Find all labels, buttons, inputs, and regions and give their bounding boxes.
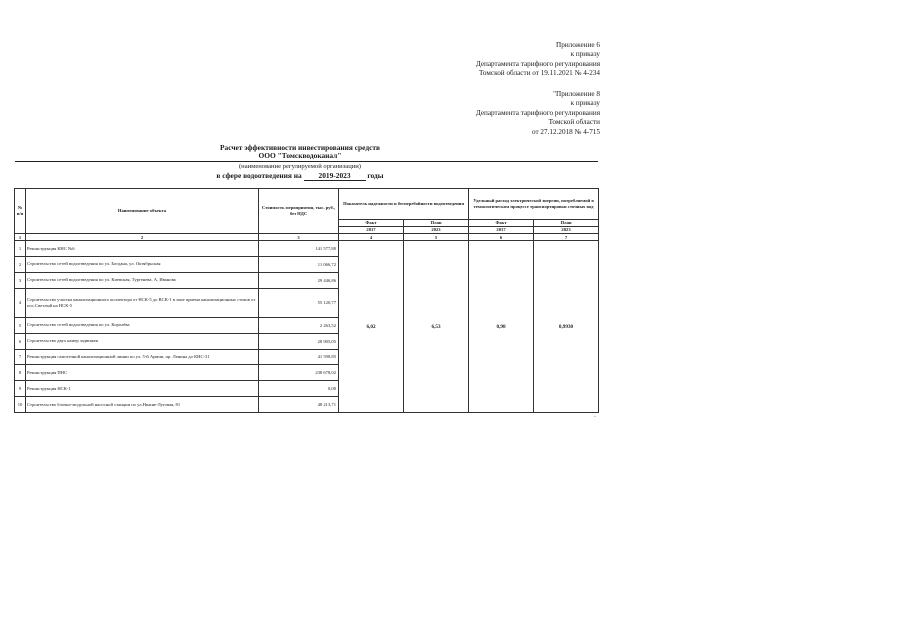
investment-efficiency-table bbox=[14, 188, 599, 413]
appendix-line: Департамента тарифного регулирования bbox=[475, 59, 600, 68]
object-name: Строительство блочно-модульной насосной станции по ул.Нижне-Луговая, 81 bbox=[26, 397, 259, 413]
reliability-plan-2023: 6,53 bbox=[404, 241, 469, 413]
object-cost: 238 678,02 bbox=[259, 365, 339, 381]
energy-plan-2023: 0,9930 bbox=[534, 241, 599, 413]
column-number: 5 bbox=[404, 234, 469, 241]
column-number: 7 bbox=[534, 234, 599, 241]
reliability-fact-2017: 6,02 bbox=[339, 241, 404, 413]
object-name: Реконструкция ПНС bbox=[26, 365, 259, 381]
object-cost: 29 446,86 bbox=[259, 272, 339, 288]
object-cost: 28 905,05 bbox=[259, 333, 339, 349]
column-number-row bbox=[15, 234, 599, 241]
object-cost: 2 263,52 bbox=[259, 317, 339, 333]
header-fact: Факт bbox=[339, 220, 404, 227]
appendix-line: от 27.12.2018 № 4-715 bbox=[531, 127, 600, 136]
column-number: 3 bbox=[259, 234, 339, 241]
table-row bbox=[15, 241, 599, 257]
appendix-line: к приказу bbox=[570, 50, 600, 59]
header-row bbox=[15, 189, 599, 220]
appendix-line: Томской области bbox=[548, 118, 600, 127]
row-number: 5 bbox=[15, 317, 26, 333]
header-plan: План bbox=[534, 220, 599, 227]
object-name: Строительство сетей водоотведения по ул. Киевская, Тургенева, А. Иванова bbox=[26, 272, 259, 288]
object-name: Строительство двух камер задвижек bbox=[26, 333, 259, 349]
appendix-line: "Приложение 8 bbox=[553, 90, 600, 98]
object-name: Реконструкция самотечной канализационной линии по ул. 5-й Армии, пр. Ленина до КНС-31 bbox=[26, 349, 259, 365]
object-cost: 141 577,80 bbox=[259, 241, 339, 257]
object-name: Реконструкция КНС №6 bbox=[26, 241, 259, 257]
column-number: 6 bbox=[469, 234, 534, 241]
row-number: 8 bbox=[15, 365, 26, 381]
column-number: 4 bbox=[339, 234, 404, 241]
object-name: Строительство участка канализационного коллектора от НСК-5 до ВСК-1 в зоне приема канализационных стоков от пос.Светлый на НСК-5 bbox=[26, 288, 259, 317]
appendix-previous-header bbox=[476, 90, 600, 137]
column-number: 1 bbox=[15, 234, 26, 241]
header-year: 2017 bbox=[339, 227, 404, 234]
object-name: Строительство сетей водоотведения по ул. Богдана, ул. Октябрьская bbox=[26, 256, 259, 272]
appendix-line: Приложение 6 bbox=[556, 41, 600, 49]
energy-fact-2017: 0,98 bbox=[469, 241, 534, 413]
header-cost: Стоимость мероприятия, тыс. руб., без НДС bbox=[259, 189, 339, 234]
object-cost: 0,00 bbox=[259, 381, 339, 397]
header-year: 2023 bbox=[534, 227, 599, 234]
row-number: 9 bbox=[15, 381, 26, 397]
row-number: 3 bbox=[15, 272, 26, 288]
column-number: 2 bbox=[26, 234, 259, 241]
row-number: 10 bbox=[15, 397, 26, 413]
header-reliability: Показатель надежности и бесперебойности водоотведения bbox=[339, 189, 469, 220]
object-cost: 41 598,85 bbox=[259, 349, 339, 365]
header-name: Наименование объекта bbox=[26, 189, 259, 234]
header-year: 2023 bbox=[404, 227, 469, 234]
object-name: Строительство сетей водоотведения по ул. Королёва bbox=[26, 317, 259, 333]
appendix-current-header bbox=[476, 41, 600, 79]
row-number: 1 bbox=[15, 241, 26, 257]
appendix-line: Департамента тарифного регулирования bbox=[475, 108, 600, 117]
row-number: 4 bbox=[15, 288, 26, 317]
header-energy: Удельный расход электрической энергии, потребляемой в технологическом процессе транспортировки сточных вод bbox=[469, 189, 599, 220]
title-underline bbox=[15, 161, 598, 162]
row-number: 2 bbox=[15, 256, 26, 272]
page-marker: » bbox=[594, 414, 596, 418]
object-name: Реконструкция НСК-1 bbox=[26, 381, 259, 397]
appendix-line: к приказу bbox=[570, 99, 600, 108]
object-cost: 11 066,72 bbox=[259, 256, 339, 272]
object-cost: 48 213,71 bbox=[259, 397, 339, 413]
sphere-suffix: годы bbox=[367, 171, 384, 180]
organization-caption: (наименование регулируемой организации) bbox=[238, 163, 362, 170]
sphere-prefix: в сфере водоотведения на bbox=[216, 171, 302, 180]
document-title: Расчет эффективности инвестирования средств bbox=[220, 143, 380, 152]
organization-name: ООО "Томскводоканал" bbox=[258, 151, 342, 160]
sphere-line bbox=[190, 171, 410, 181]
object-cost: 55 120,77 bbox=[259, 288, 339, 317]
header-num: № п/п bbox=[15, 189, 26, 234]
header-year: 2017 bbox=[469, 227, 534, 234]
header-plan: План bbox=[404, 220, 469, 227]
row-number: 6 bbox=[15, 333, 26, 349]
appendix-line: Томской области от 19.11.2021 № 4-234 bbox=[479, 69, 600, 78]
header-fact: Факт bbox=[469, 220, 534, 227]
period-field: 2019-2023 bbox=[304, 171, 366, 181]
row-number: 7 bbox=[15, 349, 26, 365]
